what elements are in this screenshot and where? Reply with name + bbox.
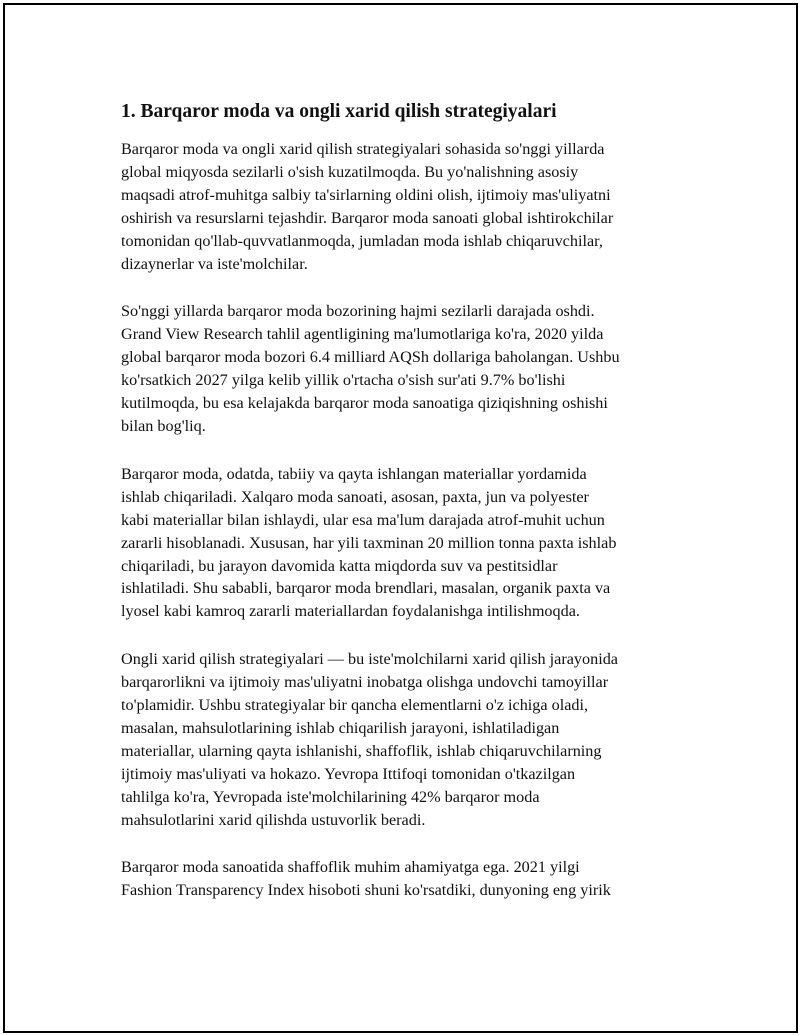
text-line: kabi materiallar bilan ishlaydi, ular esa ma'lum darajada atrof-muhit uchun xyxy=(121,510,605,529)
text-line: ijtimoiy mas'uliyati va hokazo. Yevropa Ittifoqi tomonidan o'tkazilgan xyxy=(121,764,576,783)
paragraph xyxy=(121,856,701,902)
paragraph xyxy=(121,138,701,275)
text-line: zararli hisoblanadi. Xususan, har yili taxminan 20 million tonna paxta ishlab xyxy=(121,533,617,552)
text-line: tahlilga ko'ra, Yevropada iste'molchilarining 42% barqaror moda xyxy=(121,787,540,806)
text-line: global barqaror moda bozori 6.4 milliard AQSh dollariga baholangan. Ushbu xyxy=(121,348,620,367)
text-line: to'plamidir. Ushbu strategiyalar bir qancha elementlarni o'z ichiga oladi, xyxy=(121,696,589,715)
text-line: ishlab chiqariladi. Xalqaro moda sanoati, asosan, paxta, jun va polyester xyxy=(121,487,589,506)
paragraph xyxy=(121,463,701,623)
text-line: ko'rsatkich 2027 yilga kelib yillik o'rtacha o'sish sur'ati 9.7% bo'lishi xyxy=(121,371,566,390)
text-line: ishlatiladi. Shu sababli, barqaror moda brendlari, masalan, organik paxta va xyxy=(121,579,611,598)
paragraph xyxy=(121,300,701,437)
text-line: kutilmoqda, bu esa kelajakda barqaror moda sanoatiga qiziqishning oshishi xyxy=(121,394,608,413)
section-heading: 1. Barqaror moda va ongli xarid qilish strategiyalari xyxy=(121,101,557,122)
text-line: dizaynerlar va iste'molchilar. xyxy=(121,254,308,273)
text-line: masalan, mahsulotlarining ishlab chiqarilish jarayoni, ishlatiladigan xyxy=(121,718,560,737)
text-line: oshirish va resurslarni tejashdir. Barqaror moda sanoati global ishtirokchilar xyxy=(121,208,614,227)
text-line: Ongli xarid qilish strategiyalari — bu iste'molchilarni xarid qilish jarayonida xyxy=(121,650,618,669)
text-line: Grand View Research tahlil agentligining ma'lumotlariga ko'ra, 2020 yilda xyxy=(121,325,604,344)
text-line: chiqariladi, bu jarayon davomida katta miqdorda suv va pestitsidlar xyxy=(121,556,558,575)
text-line: Barqaror moda va ongli xarid qilish strategiyalari sohasida so'nggi yillarda xyxy=(121,140,605,158)
text-line: mahsulotlarini xarid qilishda ustuvorlik beradi. xyxy=(121,810,426,829)
text-line: tomonidan qo'llab-quvvatlanmoqda, jumladan moda ishlab chiqaruvchilar, xyxy=(121,231,603,250)
text-line: bilan bog'liq. xyxy=(121,416,206,435)
text-line: Barqaror moda, odatda, tabiiy va qayta ishlangan materiallar yordamida xyxy=(121,464,587,483)
text-line: barqarorlikni va ijtimoiy mas'uliyatni inobatga olishga undovchi tamoyillar xyxy=(121,673,609,692)
text-line: global miqyosda sezilarli o'sish kuzatilmoqda. Bu yo'nalishning asosiy xyxy=(121,162,579,181)
page-frame xyxy=(3,3,798,1033)
text-line: lyosel kabi kamroq zararli materiallardan foydalanishga intilishmoqda. xyxy=(121,602,580,621)
text-line: maqsadi atrof-muhitga salbiy ta'sirlarning oldini olish, ijtimoiy mas'uliyatni xyxy=(121,185,611,204)
document-body xyxy=(121,99,701,927)
text-line: Fashion Transparency Index hisoboti shuni ko'rsatdiki, dunyoning eng yirik xyxy=(121,881,611,900)
paragraph xyxy=(121,648,701,831)
text-line: materiallar, ularning qayta ishlanishi, shaffoflik, ishlab chiqaruvchilarning xyxy=(121,741,602,760)
text-line: Barqaror moda sanoatida shaffoflik muhim ahamiyatga ega. 2021 yilgi xyxy=(121,858,580,877)
text-line: So'nggi yillarda barqaror moda bozorining hajmi sezilarli darajada oshdi. xyxy=(121,302,595,321)
